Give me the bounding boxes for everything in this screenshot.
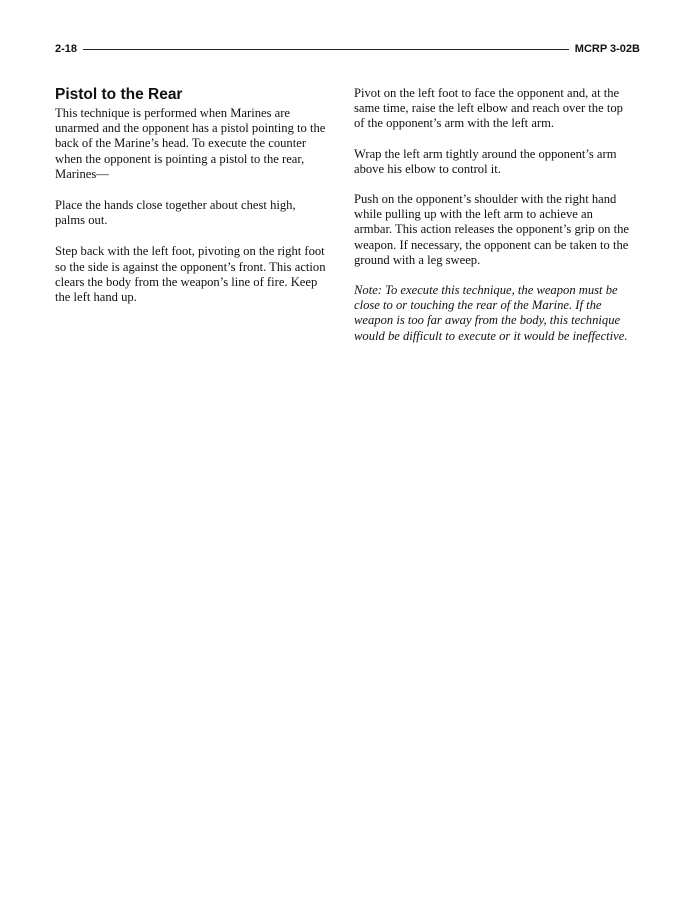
right-column (354, 86, 630, 359)
step-paragraph: Step back with the left foot, pivoting on the right foot so the side is against the opponent’s front. This action clears the body from the weapon’s line of fire. Keep the left hand up. (55, 244, 326, 305)
section-title: Pistol to the Rear (55, 86, 183, 103)
page-header (55, 41, 640, 57)
step-paragraph: Push on the opponent’s shoulder with the right hand while pulling up with the left arm to achieve an armbar. This action releases the opponent’s grip on the weapon. If necessary, the opponent can be taken to the ground with a leg sweep. (354, 192, 630, 267)
step-paragraph: Wrap the left arm tightly around the opponent’s arm above his elbow to control it. (354, 146, 617, 176)
note-paragraph: Note: To execute this technique, the weapon must be close to or touching the rear of the Marine. If the weapon is too far away from the body, this technique would be difficult to execute or it would be ineffective. (354, 283, 628, 343)
intro-paragraph: This technique is performed when Marines are unarmed and the opponent has a pistol pointing to the back of the Marine’s head. To execute the counter when the opponent is pointing a pistol to the rear, Marines— (55, 106, 326, 181)
page-number: 2-18 (55, 43, 78, 55)
step-paragraph: Pivot on the left foot to face the opponent and, at the same time, raise the left elbow and reach over the top of the opponent’s arm with the left arm. (354, 86, 623, 131)
publication-id: MCRP 3-02B (574, 43, 640, 55)
step-paragraph: Place the hands close together about chest high, palms out. (55, 198, 296, 228)
left-column (55, 86, 327, 321)
header-rule (83, 49, 569, 50)
